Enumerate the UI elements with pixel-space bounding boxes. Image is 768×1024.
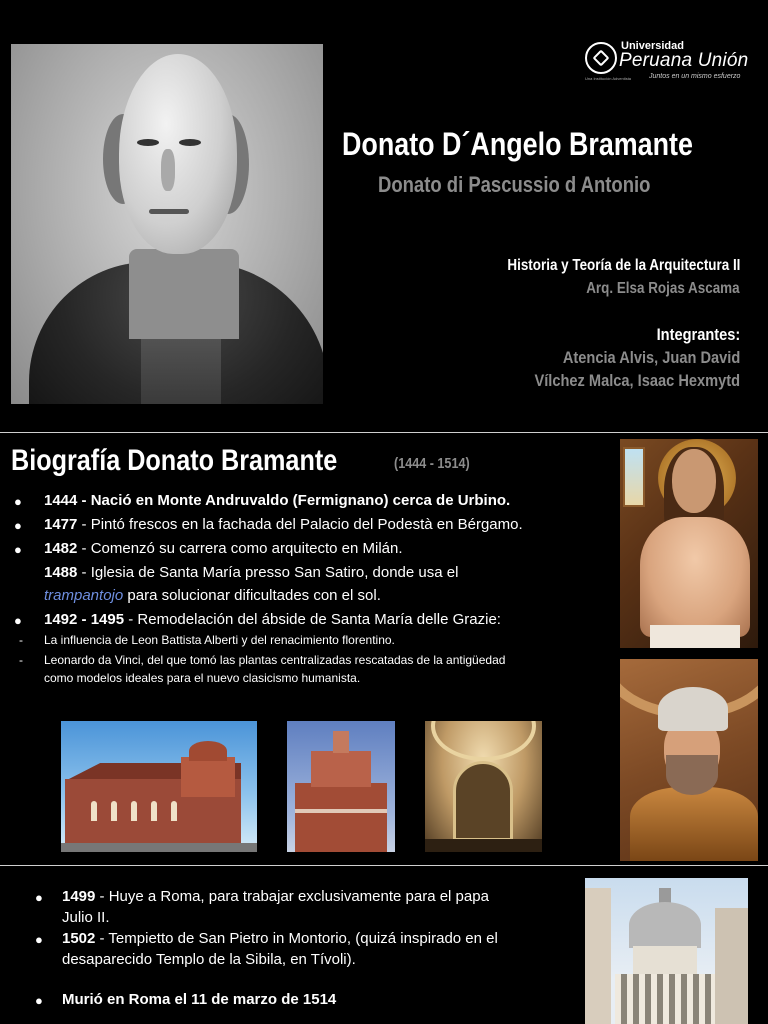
santa-maria-grazie-tribune-image bbox=[287, 721, 395, 852]
bullet: ● bbox=[14, 494, 22, 509]
list-item: 1499 - Huye a Roma, para trabajar exclusivamente para el papa bbox=[62, 888, 489, 905]
bullet: ● bbox=[14, 542, 22, 557]
logo-line2: Peruana Unión bbox=[619, 50, 749, 71]
biography-years: (1444 - 1514) bbox=[394, 455, 470, 472]
bullet: ● bbox=[35, 932, 43, 947]
biography-title: Biografía Donato Bramante bbox=[11, 444, 338, 477]
christ-painting-image bbox=[620, 439, 758, 648]
seal-icon bbox=[585, 42, 617, 74]
list-item: 1444 - Nació en Monte Andruvaldo (Fermignano) cerca de Urbino. bbox=[44, 492, 511, 509]
page-title: Donato D´Angelo Bramante bbox=[342, 126, 693, 162]
member-name: Atencia Alvis, Juan David bbox=[562, 348, 740, 367]
teacher-name: Arq. Elsa Rojas Ascama bbox=[586, 280, 740, 297]
course-name: Historia y Teoría de la Arquitectura II bbox=[506, 257, 740, 274]
logo-seal-caption: Una Institución Adventista bbox=[585, 76, 632, 81]
logo-tagline: Juntos en un mismo esfuerzo bbox=[649, 73, 741, 80]
list-item: 1488 - Iglesia de Santa María presso San Satiro, donde usa el bbox=[44, 564, 459, 581]
member-name: Vílchez Malca, Isaac Hexmytd bbox=[534, 371, 740, 390]
trampantojo-link[interactable]: trampantojo bbox=[44, 587, 124, 604]
list-item: desaparecido Templo de la Sibila, en Tívoli). bbox=[62, 951, 356, 968]
bullet: ● bbox=[14, 518, 22, 533]
sub-item: Leonardo da Vinci, del que tomó las plantas centralizadas rescatadas de la antigüedad bbox=[44, 653, 506, 667]
list-item: Julio II. bbox=[62, 909, 110, 926]
sub-item: como modelos ideales para el nuevo clasicismo humanista. bbox=[44, 671, 361, 685]
fresco-warrior-image bbox=[620, 659, 758, 861]
list-item: Murió en Roma el 11 de marzo de 1514 bbox=[62, 991, 337, 1008]
sub-item: La influencia de Leon Battista Alberti y del renacimiento florentino. bbox=[44, 633, 395, 647]
santa-maria-grazie-interior-image bbox=[425, 721, 542, 852]
list-item: 1477 - Pintó frescos en la fachada del Palacio del Podestà en Bérgamo. bbox=[44, 516, 523, 533]
bullet: ● bbox=[35, 890, 43, 905]
santa-maria-grazie-exterior-image bbox=[61, 721, 257, 852]
list-item: 1482 - Comenzó su carrera como arquitecto en Milán. bbox=[44, 540, 403, 557]
logo-line1: Universidad bbox=[621, 40, 684, 52]
cover-slide bbox=[0, 0, 768, 431]
bullet: ● bbox=[35, 993, 43, 1008]
bramante-portrait-image bbox=[11, 44, 323, 404]
list-item: 1502 - Tempietto de San Pietro in Montorio, (quizá inspirado en el bbox=[62, 930, 498, 947]
bullet: ● bbox=[14, 613, 22, 628]
university-logo bbox=[585, 40, 755, 84]
tempietto-image bbox=[585, 878, 748, 1024]
page-subtitle: Donato di Pascussio d Antonio bbox=[378, 172, 651, 197]
list-item: 1492 - 1495 - Remodelación del ábside de Santa María delle Grazie: bbox=[44, 611, 501, 628]
members-heading: Integrantes: bbox=[656, 325, 740, 344]
dash: - bbox=[19, 653, 23, 667]
dash: - bbox=[19, 633, 23, 647]
list-item: trampantojo para solucionar dificultades con el sol. bbox=[44, 587, 381, 604]
